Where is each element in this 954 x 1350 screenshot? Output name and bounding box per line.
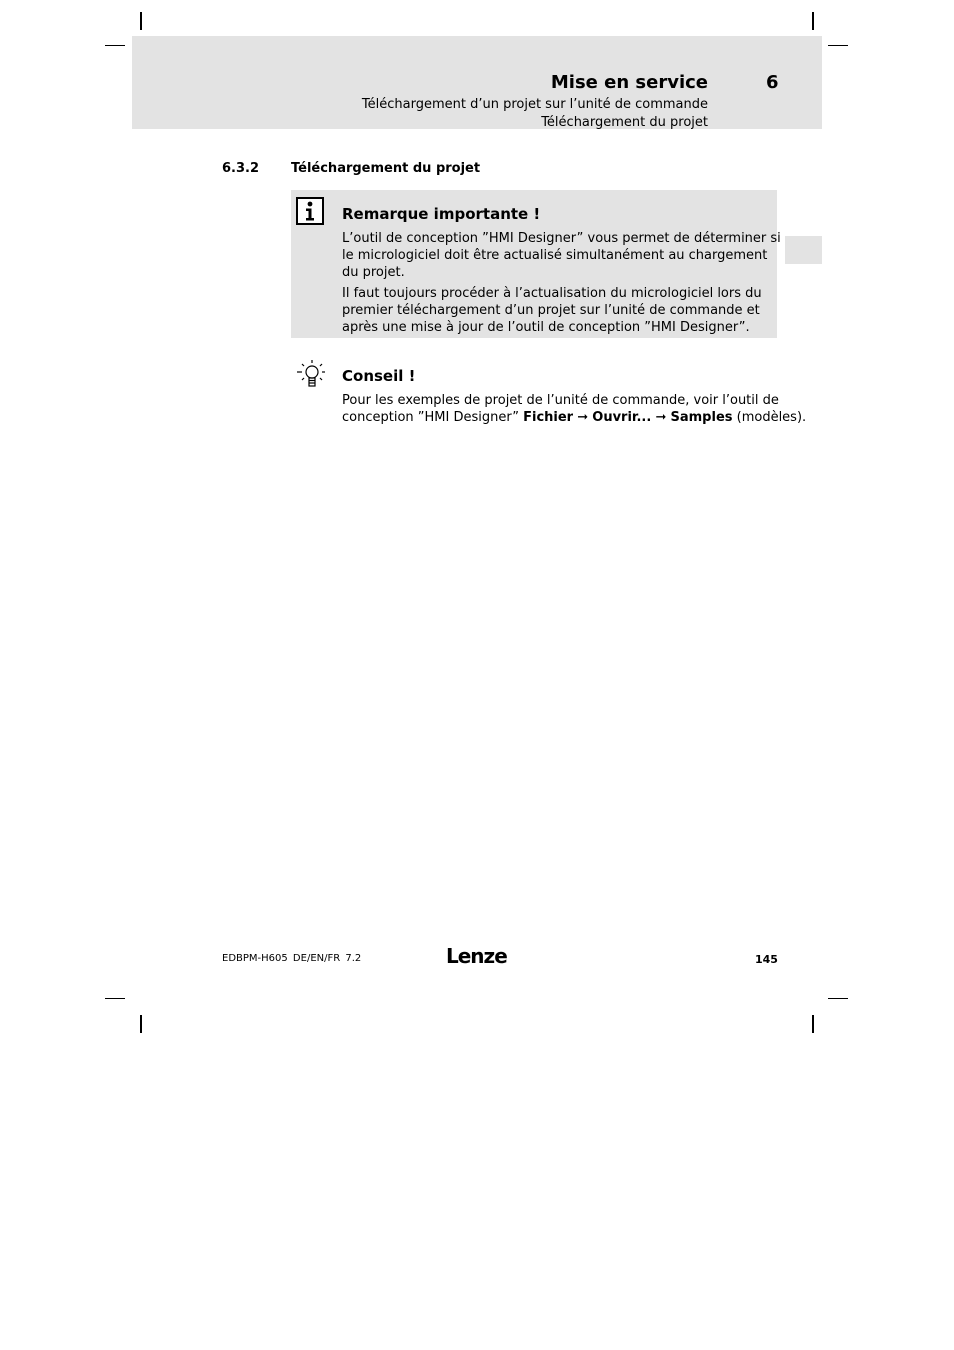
note-title: Remarque importante ! — [342, 205, 541, 223]
document-code: EDBPM-H605 DE/EN/FR 7.2 — [222, 953, 362, 964]
text-line: L’outil de conception ”HMI Designer” vous permet de déterminer si — [342, 231, 781, 246]
page-number: 145 — [755, 953, 778, 966]
text-line: Pour les exemples de projet de l’unité de commande, voir l’outil de — [342, 393, 779, 408]
menu-fichier: Fichier — [523, 410, 574, 425]
header-subtitle-line1: Téléchargement d’un projet sur l’unité de commande — [361, 97, 708, 112]
lenze-logo: Lenze — [446, 944, 507, 968]
arrow-icon: ➞ — [577, 410, 589, 425]
crop-mark — [105, 45, 125, 46]
crop-mark — [140, 12, 142, 30]
arrow-icon: ➞ — [655, 410, 667, 425]
crop-mark — [812, 1015, 814, 1033]
menu-ouvrir: Ouvrir... — [592, 410, 652, 425]
section-title: Téléchargement du projet — [291, 161, 481, 176]
crop-mark — [828, 998, 848, 999]
tip-title: Conseil ! — [342, 367, 416, 385]
crop-mark — [140, 1015, 142, 1033]
lightbulb-icon — [296, 359, 326, 389]
text-line: le micrologiciel doit être actualisé simultanément au chargement — [342, 248, 768, 263]
tip-paragraph — [342, 392, 807, 426]
section-number: 6.3.2 — [222, 161, 260, 176]
info-icon — [296, 197, 324, 225]
header-band — [132, 36, 822, 129]
text-line: après une mise à jour de l’outil de conception ”HMI Designer”. — [342, 320, 750, 335]
note-paragraph-2 — [342, 285, 772, 336]
text-line: Il faut toujours procéder à l’actualisation du micrologiciel lors du — [342, 286, 762, 301]
text-run: (modèles). — [732, 410, 807, 425]
text-line — [342, 409, 807, 426]
side-tab-marker — [785, 236, 822, 264]
text-run: conception ”HMI Designer” — [342, 410, 524, 425]
chapter-title: Mise en service — [550, 72, 708, 93]
crop-mark — [828, 45, 848, 46]
note-paragraph-1 — [342, 230, 781, 281]
chapter-number: 6 — [766, 72, 779, 93]
menu-samples: Samples — [670, 410, 733, 425]
crop-mark — [812, 12, 814, 30]
crop-mark — [105, 998, 125, 999]
text-line: du projet. — [342, 265, 405, 280]
header-subtitle-line2: Téléchargement du projet — [541, 115, 708, 130]
text-line: premier téléchargement d’un projet sur l’unité de commande et — [342, 303, 760, 318]
